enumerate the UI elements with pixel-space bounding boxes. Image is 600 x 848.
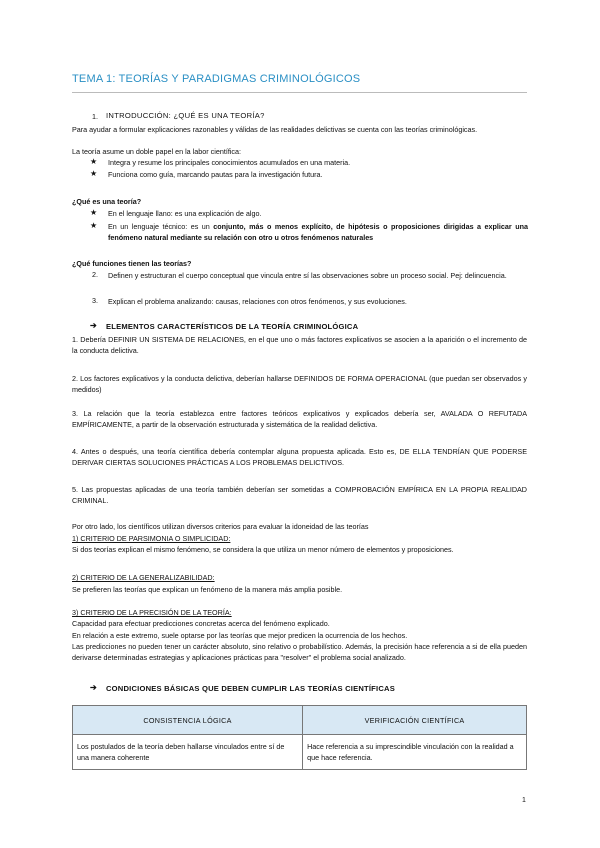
star-icon: ★ [90,169,98,178]
element-item-2: 2. Los factores explicativos y la conducta delictiva, deberían hallarse DEFINIDOS DE FORMA OPERACIONAL (que puedan ser observados y medidos) [72,374,527,395]
list-number: 3. [92,296,98,305]
criterion-3-line-3: Las predicciones no pueden tener un carácter absoluto, sino relativo o probabilístico. Además, la precisión hace referencia a si de ella pueden derivarse determinadas estrategias y aplicaciones prácticas para "resolver" el problema social analizado. [72,642,527,663]
definition-text: En un lenguaje técnico: es un [108,222,214,231]
criteria-intro: Por otro lado, los científicos utilizan diversos criterios para evaluar la idoneidad de las teorías [72,522,369,531]
element-item-5: 5. Las propuestas aplicadas de una teoría también deberían ser sometidas a COMPROBACIÓN EMPÍRICA EN LA PROPIA REALIDAD CRIMINAL. [72,485,527,506]
criterion-2-text: Se prefieren las teorías que explican un fenómeno de la manera más amplia posible. [72,585,343,594]
intro-paragraph-2: La teoría asume un doble papel en la labor científica: [72,147,242,156]
criterion-3-line-2: En relación a este extremo, suele optarse por las teorías que mejor predicen la ocurrencia de los hechos. [72,631,408,640]
list-item: Funciona como guía, marcando pautas para la investigación futura. [108,170,323,179]
arrow-icon: ➔ [90,683,97,692]
element-item-1: 1. Debería DEFINIR UN SISTEMA DE RELACIONES, en el que uno o más factores explicativos se asocien a la aparición o el incremento de la conducta delictiva. [72,335,527,356]
section-heading-elementos: ELEMENTOS CARACTERÍSTICOS DE LA TEORÍA CRIMINOLÓGICA [106,322,359,331]
section-heading-que: ¿Qué es una teoría? [72,197,142,206]
star-icon: ★ [90,221,98,230]
criterion-1-text: Si dos teorías explican el mismo fenómeno, se considera la que utiliza un menor número de elementos y proposiciones. [72,545,454,554]
arrow-icon: ➔ [90,321,97,330]
page-title: TEMA 1: TEORÍAS Y PARADIGMAS CRIMINOLÓGICOS [72,73,361,85]
list-item: Explican el problema analizando: causas, relaciones con otros fenómenos, y sus evoluciones. [108,297,407,306]
criterion-2-title: 2) CRITERIO DE LA GENERALIZABILIDAD: [72,573,215,582]
list-item: En el lenguaje llano: es una explicación de algo. [108,209,262,218]
star-icon: ★ [90,208,98,217]
element-item-4: 4. Antes o después, una teoría científica debería contemplar alguna propuesta aplicada. Esto es, DE ELLA TENDRÍAN QUE PODERSE DERIVAR CIERTAS SOLUCIONES PRÁCTICAS A LOS PROBLEMAS DELICTIVOS. [72,447,527,468]
intro-number: 1. [92,112,98,121]
table-cell: Hace referencia a su imprescindible vinculación con la realidad a que hace referencia. [303,735,527,770]
table-header-cell: VERIFICACIÓN CIENTÍFICA [303,706,527,735]
conditions-table [72,705,527,770]
table-cell: Los postulados de la teoría deben hallarse vinculados entre sí de una manera coherente [73,735,303,770]
element-item-3: 3. La relación que la teoría establezca entre factores teóricos explicativos y explicados debería ser, AVALADA O REFUTADA EMPÍRICAMENTE, a partir de la observación estructurada y sistemática de la realidad delictiva. [72,409,527,430]
list-item: Integra y resume los principales conocimientos acumulados en una materia. [108,158,351,167]
criterion-1-title: 1) CRITERIO DE PARSIMONIA O SIMPLICIDAD: [72,534,231,543]
section-heading-funciones: ¿Qué funciones tienen las teorías? [72,259,192,268]
table-header-row [73,706,527,735]
definition-bold: conjunto, más o menos explícito, de hipótesis o proposiciones dirigidas a explicar una fenómeno natural mediante su relación con otro u otros fenómenos naturales [108,222,528,243]
table-row [73,735,527,770]
criterion-3-title: 3) CRITERIO DE LA PRECISIÓN DE LA TEORÍA: [72,608,232,617]
star-icon: ★ [90,157,98,166]
list-number: 2. [92,270,98,279]
intro-heading: INTRODUCCIÓN: ¿QUÉ ES UNA TEORÍA? [106,111,265,120]
section-heading-condiciones: CONDICIONES BÁSICAS QUE DEBEN CUMPLIR LAS TEORÍAS CIENTÍFICAS [106,684,395,693]
criterion-3-line-1: Capacidad para efectuar predicciones concretas acerca del fenómeno explicado. [72,619,330,628]
table-header-cell: CONSISTENCIA LÓGICA [73,706,303,735]
list-item: Definen y estructuran el cuerpo conceptual que vincula entre sí las observaciones sobre un proceso social. Pej: delincuencia. [108,271,507,280]
page-number: 1 [522,797,526,804]
title-divider [72,92,527,93]
intro-paragraph: Para ayudar a formular explicaciones razonables y válidas de las realidades delictivas se cuenta con las teorías criminológicas. [72,125,478,134]
list-item [108,221,528,243]
